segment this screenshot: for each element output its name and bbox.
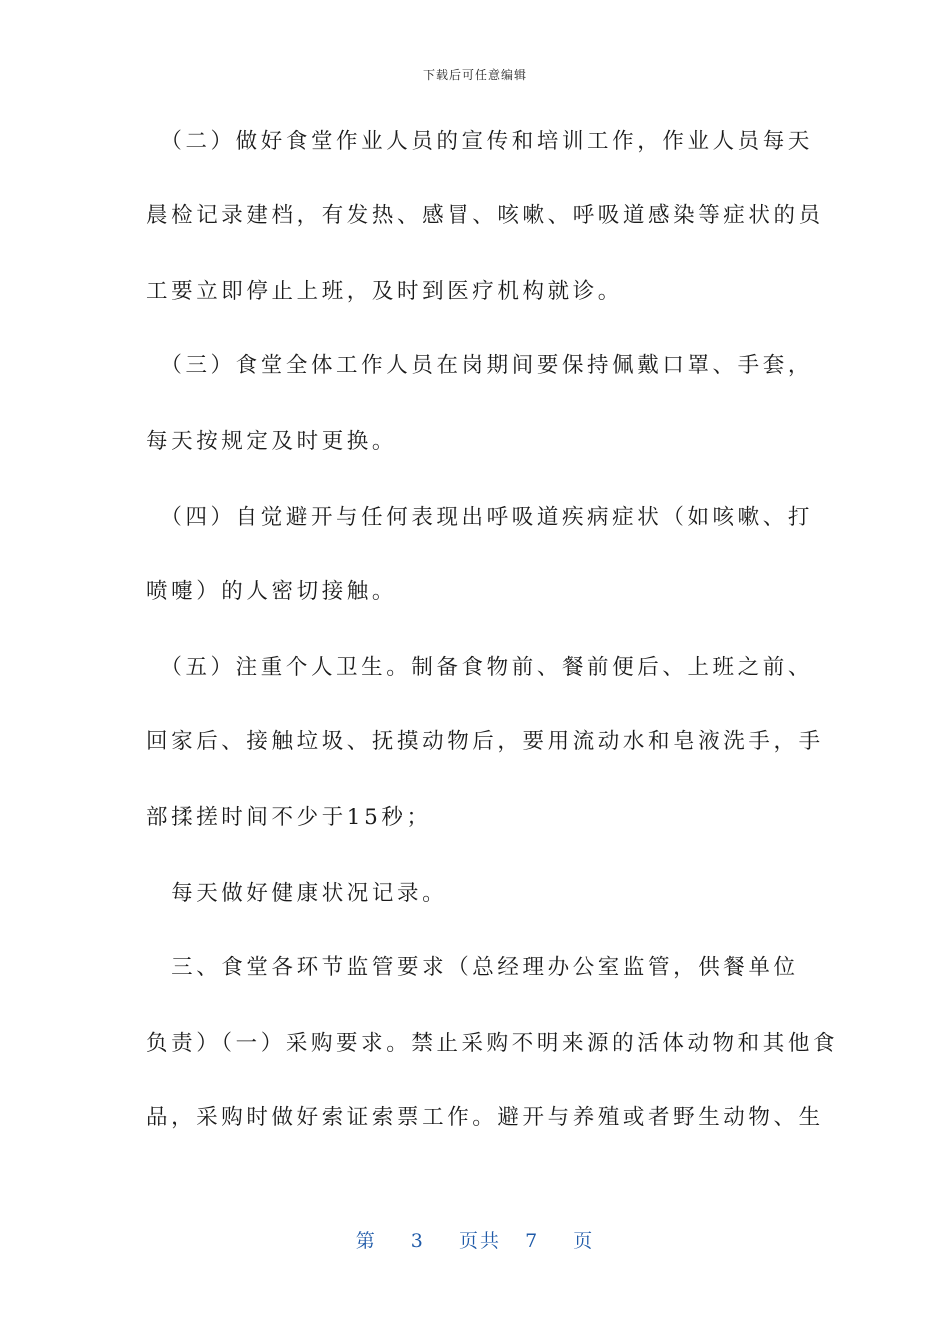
- page-footer-prefix: 第: [355, 1230, 377, 1252]
- page-header-note: 下载后可任意编辑: [422, 68, 527, 82]
- text-line: 品，采购时做好索证索票工作。避开与养殖或者野生动物、生: [146, 1105, 824, 1130]
- text-line: 每天按规定及时更换。: [146, 429, 398, 454]
- text-line: 三、食堂各环节监管要求（总经理办公室监管，供餐单位: [146, 955, 799, 980]
- text-line: 晨检记录建档，有发热、感冒、咳嗽、呼吸道感染等症状的员: [146, 203, 824, 228]
- text-line: 负责）（一）采购要求。禁止采购不明来源的活体动物和其他食: [146, 1031, 839, 1056]
- text-line: （二）做好食堂作业人员的宣传和培训工作，作业人员每天: [146, 129, 813, 154]
- page-footer-suffix: 页: [573, 1230, 595, 1252]
- page-number-footer: [0, 1226, 950, 1253]
- page-footer-middle: 页共: [458, 1230, 501, 1252]
- text-line: 喷嚏）的人密切接触。: [146, 579, 398, 604]
- text-line: （五）注重个人卫生。制备食物前、餐前便后、上班之前、: [146, 655, 813, 680]
- total-pages-number: 7: [525, 1230, 540, 1252]
- text-line: 回家后、接触垃圾、抚摸动物后，要用流动水和皂液洗手，手: [146, 729, 824, 754]
- current-page-number: 3: [410, 1230, 425, 1252]
- text-line: 每天做好健康状况记录。: [146, 881, 448, 906]
- text-line: （四）自觉避开与任何表现出呼吸道疾病症状（如咳嗽、打: [146, 505, 813, 530]
- text-line: （三）食堂全体工作人员在岗期间要保持佩戴口罩、手套，: [146, 353, 813, 378]
- text-line: 工要立即停止上班，及时到医疗机构就诊。: [146, 279, 623, 304]
- text-line: 部揉搓时间不少于15秒；: [146, 805, 432, 830]
